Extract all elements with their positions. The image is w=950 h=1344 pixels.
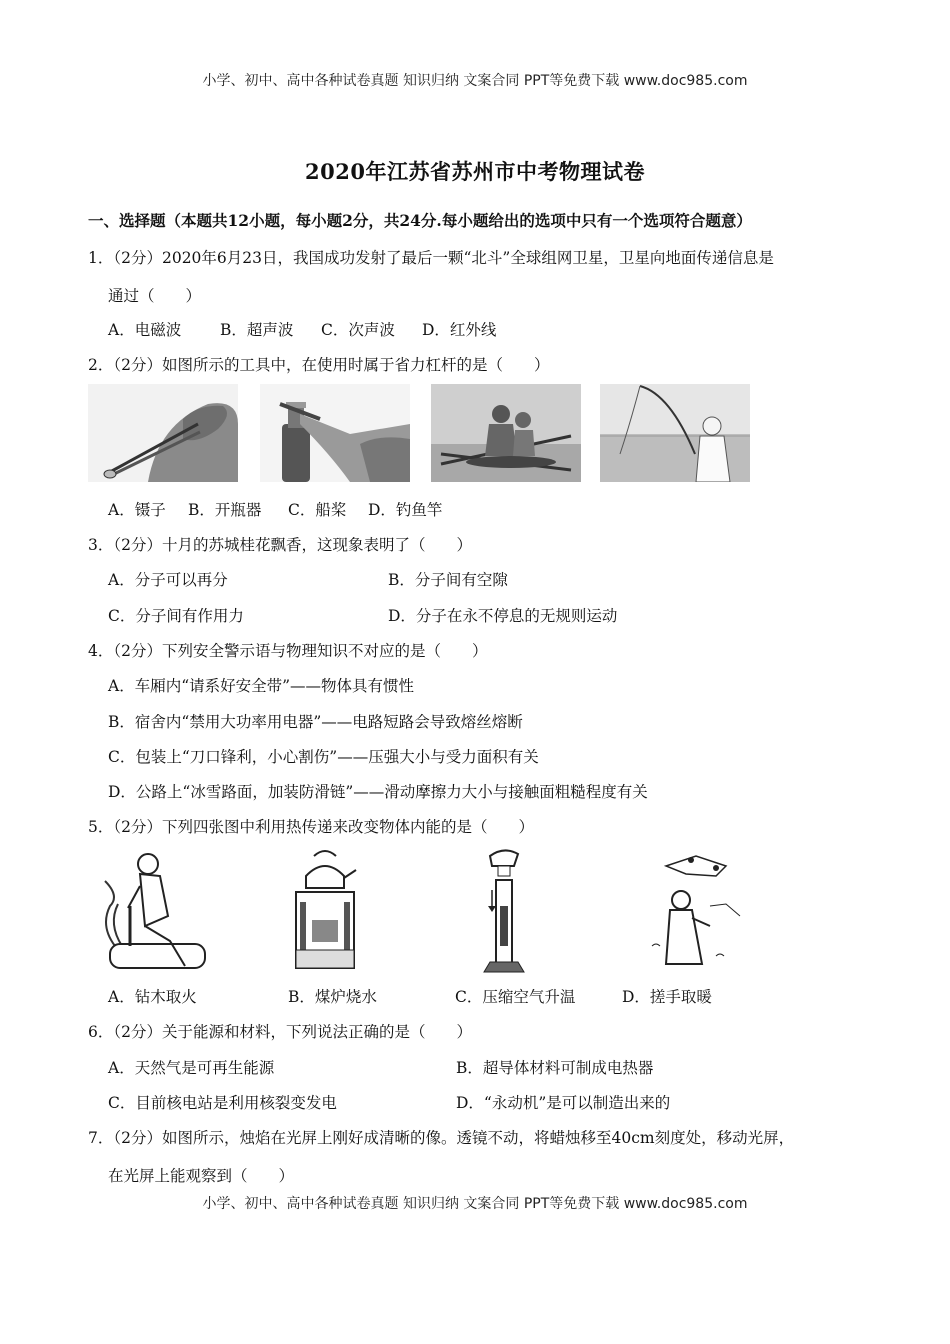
q5-option-c: C．压缩空气升温 [455, 988, 576, 1006]
bottle-opener-photo [260, 384, 410, 482]
q6-option-d: D．“永动机”是可以制造出来的 [456, 1094, 671, 1112]
drilling-wood-fire-illustration [90, 846, 210, 974]
question-4: 4．（2分）下列安全警示语与物理知识不对应的是（ ） [88, 642, 488, 660]
q3-option-d: D．分子在永不停息的无规则运动 [388, 607, 618, 625]
q3-option-c: C．分子间有作用力 [108, 607, 244, 625]
page-title: 2020年江苏省苏州市中考物理试卷 [305, 159, 645, 184]
footer-note: 小学、初中、高中各种试卷真题 知识归纳 文案合同 PPT等免费下载 www.doc985.com [202, 1196, 748, 1212]
tweezers-photo [88, 384, 238, 482]
q5-option-b: B．煤炉烧水 [288, 988, 377, 1006]
question-1: 1．（2分）2020年6月23日，我国成功发射了最后一颗“北斗”全球组网卫星，卫星向地面传递信息是 [88, 249, 774, 267]
header-note: 小学、初中、高中各种试卷真题 知识归纳 文案合同 PPT等免费下载 www.doc985.com [202, 73, 748, 89]
q3-option-b: B．分子间有空隙 [388, 571, 508, 589]
q2-option-a: A．镊子 [108, 501, 166, 519]
question-7: 7．（2分）如图所示，烛焰在光屏上刚好成清晰的像。透镜不动，将蜡烛移至40cm刻度处，移动光屏， [88, 1129, 795, 1147]
coal-stove-kettle-illustration [292, 846, 358, 974]
q4-option-d: D．公路上“冰雪路面，加装防滑链”——滑动摩擦力大小与接触面粗糙程度有关 [108, 783, 648, 801]
q6-option-c: C．目前核电站是利用核裂变发电 [108, 1094, 337, 1112]
rowing-photo [431, 384, 581, 482]
q1-option-b: B．超声波 [220, 321, 294, 339]
q1-option-a: A．电磁波 [108, 321, 182, 339]
question-2: 2．（2分）如图所示的工具中，在使用时属于省力杠杆的是（ ） [88, 356, 550, 374]
q1-option-c: C．次声波 [321, 321, 395, 339]
compress-air-pump-illustration [474, 846, 534, 974]
fishing-rod-photo [600, 384, 750, 482]
question-5: 5．（2分）下列四张图中利用热传递来改变物体内能的是（ ） [88, 818, 534, 836]
q5-option-a: A．钻木取火 [108, 988, 197, 1006]
question-3: 3．（2分）十月的苏城桂花飘香，这现象表明了（ ） [88, 536, 472, 554]
q2-option-b: B．开瓶器 [188, 501, 262, 519]
question-7-continuation: 在光屏上能观察到（ ） [108, 1167, 295, 1185]
question-6: 6．（2分）关于能源和材料，下列说法正确的是（ ） [88, 1023, 472, 1041]
rub-hands-warm-illustration [636, 846, 746, 974]
q5-option-d: D．搓手取暖 [622, 988, 712, 1006]
q1-option-d: D．红外线 [422, 321, 497, 339]
q2-option-d: D．钓鱼竿 [368, 501, 443, 519]
section-heading: 一、选择题（本题共12小题，每小题2分，共24分.每小题给出的选项中只有一个选项符合题意） [88, 211, 752, 230]
q2-option-c: C．船桨 [288, 501, 347, 519]
question-1-continuation: 通过（ ） [108, 287, 202, 305]
q4-option-b: B．宿舍内“禁用大功率用电器”——电路短路会导致熔丝熔断 [108, 713, 523, 731]
q6-option-a: A．天然气是可再生能源 [108, 1059, 275, 1077]
q6-option-b: B．超导体材料可制成电热器 [456, 1059, 654, 1077]
q3-option-a: A．分子可以再分 [108, 571, 228, 589]
q4-option-c: C．包装上“刀口锋利，小心割伤”——压强大小与受力面积有关 [108, 748, 539, 766]
q4-option-a: A．车厢内“请系好安全带”——物体具有惯性 [108, 677, 415, 695]
